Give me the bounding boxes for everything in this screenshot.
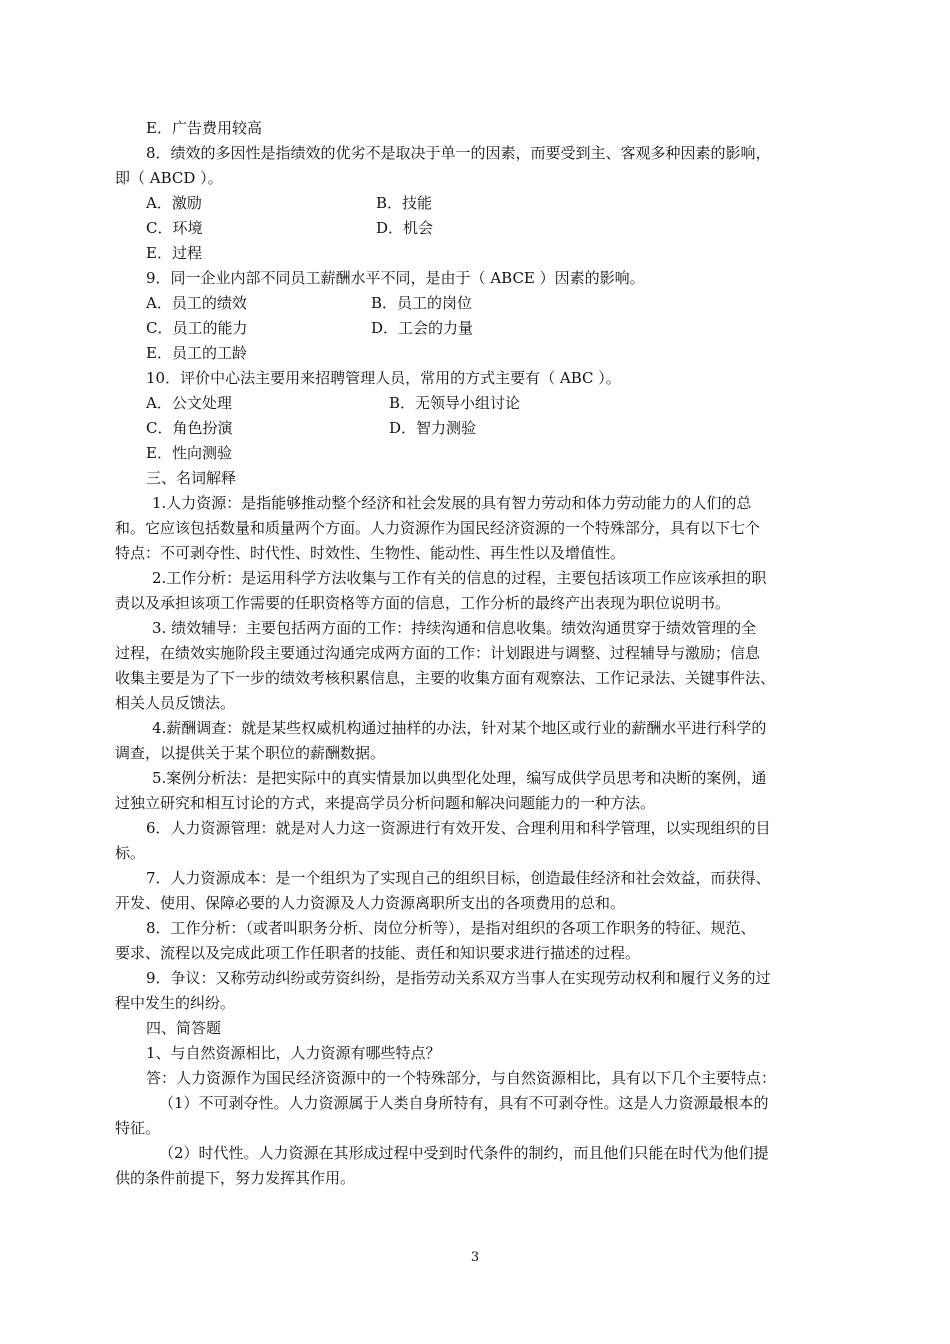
answer-intro-line: 答：人力资源作为国民经济资源中的一个特殊部分，与自然资源相比，具有以下几个主要特点： <box>146 1069 777 1087</box>
options-row <box>115 391 840 416</box>
short-answer-question-1: 1、与自然资源相比，人力资源有哪些特点？ <box>146 1044 441 1062</box>
term-6-line: 6．人力资源管理：就是对人力这一资源进行有效开发、合理利用和科学管理，以实现组织的目 <box>146 819 771 837</box>
answer-point-2-line: （2）时代性。人力资源在其形成过程中受到时代条件的制约，而且他们只能在时代为他们提 <box>159 1144 769 1162</box>
answer-point-1-line: （1）不可剥夺性。人力资源属于人类自身所特有，具有不可剥夺性。这是人力资源最根本的 <box>159 1094 769 1112</box>
section-heading-3: 三、名词解释 <box>146 469 237 487</box>
option-e-line: E．广告费用较高 <box>146 119 262 137</box>
term-4-line: 调查，以提供关于某个职位的薪酬数据。 <box>115 744 386 762</box>
options-row <box>115 416 840 441</box>
term-5-line: 过独立研究和相互讨论的方式，来提高学员分析问题和解决问题能力的一种方法。 <box>115 794 656 812</box>
term-8-line: 要求、流程以及完成此项工作任职者的技能、责任和知识要求进行描述的过程。 <box>115 944 641 962</box>
term-1-line: 1.人力资源：是指能够推动整个经济和社会发展的具有智力劳动和体力劳动能力的人们的总 <box>152 494 752 512</box>
option-b: B．技能 <box>376 194 433 212</box>
term-9-line: 9．争议：又称劳动纠纷或劳资纠纷，是指劳动关系双方当事人在实现劳动权利和履行义务的过 <box>146 969 771 987</box>
option-d: D．机会 <box>376 219 434 237</box>
question-9-line: 9．同一企业内部不同员工薪酬水平不同，是由于（ ABCE ）因素的影响。 <box>146 269 645 287</box>
term-4-line: 4.薪酬调查：就是某些权威机构通过抽样的办法，针对某个地区或行业的薪酬水平进行科学的 <box>152 719 767 737</box>
option-e-line: E．员工的工龄 <box>146 344 247 362</box>
page-body <box>115 116 840 1191</box>
section-heading-4: 四、简答题 <box>146 1019 222 1037</box>
option-c: C．员工的能力 <box>146 319 248 337</box>
term-3-line: 相关人员反馈法。 <box>115 694 236 712</box>
option-c: C．环境 <box>146 219 203 237</box>
term-9-line: 程中发生的纠纷。 <box>115 994 236 1012</box>
option-e-line: E．过程 <box>146 244 202 262</box>
term-5-line: 5.案例分析法：是把实际中的真实情景加以典型化处理，编写成供学员思考和决断的案例，通 <box>152 769 767 787</box>
options-row <box>115 216 840 241</box>
option-c: C．角色扮演 <box>146 419 233 437</box>
option-a: A．员工的绩效 <box>146 294 247 312</box>
option-d: D．工会的力量 <box>371 319 474 337</box>
option-a: A．公文处理 <box>146 394 232 412</box>
answer-point-1-line: 特征。 <box>115 1119 161 1137</box>
option-e-line: E．性向测验 <box>146 444 232 462</box>
term-7-line: 开发、使用、保障必要的人力资源及人力资源离职所支出的各项费用的总和。 <box>115 894 626 912</box>
question-10-line: 10．评价中心法主要用来招聘管理人员，常用的方式主要有（ ABC ）。 <box>146 369 621 387</box>
term-2-line: 2.工作分析：是运用科学方法收集与工作有关的信息的过程，主要包括该项工作应该承担的职 <box>152 569 767 587</box>
options-row <box>115 291 840 316</box>
term-6-line: 标。 <box>115 844 146 862</box>
option-b: B．员工的岗位 <box>371 294 473 312</box>
term-7-line: 7．人力资源成本：是一个组织为了实现自己的组织目标，创造最佳经济和社会效益，而获得、 <box>146 869 771 887</box>
term-2-line: 责以及承担该项工作需要的任职资格等方面的信息，工作分析的最终产出表现为职位说明书。 <box>115 594 731 612</box>
answer-point-2-line: 供的条件前提下，努力发挥其作用。 <box>115 1169 356 1187</box>
term-1-line: 特点：不可剥夺性、时代性、时效性、生物性、能动性、再生性以及增值性。 <box>115 544 626 562</box>
options-row <box>115 191 840 216</box>
option-d: D．智力测验 <box>389 419 477 437</box>
question-8-line: 8．绩效的多因性是指绩效的优劣不是取决于单一的因素，而要受到主、客观多种因素的影响， <box>146 144 771 162</box>
term-8-line: 8．工作分析：（或者叫职务分析、岗位分析等），是指对组织的各项工作职务的特征、规范、 <box>146 919 756 937</box>
term-3-line: 过程，在绩效实施阶段主要通过沟通完成两方面的工作：计划跟进与调整、过程辅导与激励；信息 <box>115 644 761 662</box>
options-row <box>115 316 840 341</box>
term-1-line: 和。它应该包括数量和质量两个方面。人力资源作为国民经济资源的一个特殊部分，具有以下七个 <box>115 519 761 537</box>
option-b: B．无领导小组讨论 <box>389 394 521 412</box>
term-3-line: 收集主要是为了下一步的绩效考核积累信息，主要的收集方面有观察法、工作记录法、关键事件法、 <box>115 669 776 687</box>
question-8-answer-line: 即（ ABCD ）。 <box>115 169 223 187</box>
option-a: A．激励 <box>146 194 202 212</box>
term-3-line: 3. 绩效辅导：主要包括两方面的工作：持续沟通和信息收集。绩效沟通贯穿于绩效管理的全 <box>152 619 757 637</box>
page-number: 3 <box>470 1250 480 1265</box>
